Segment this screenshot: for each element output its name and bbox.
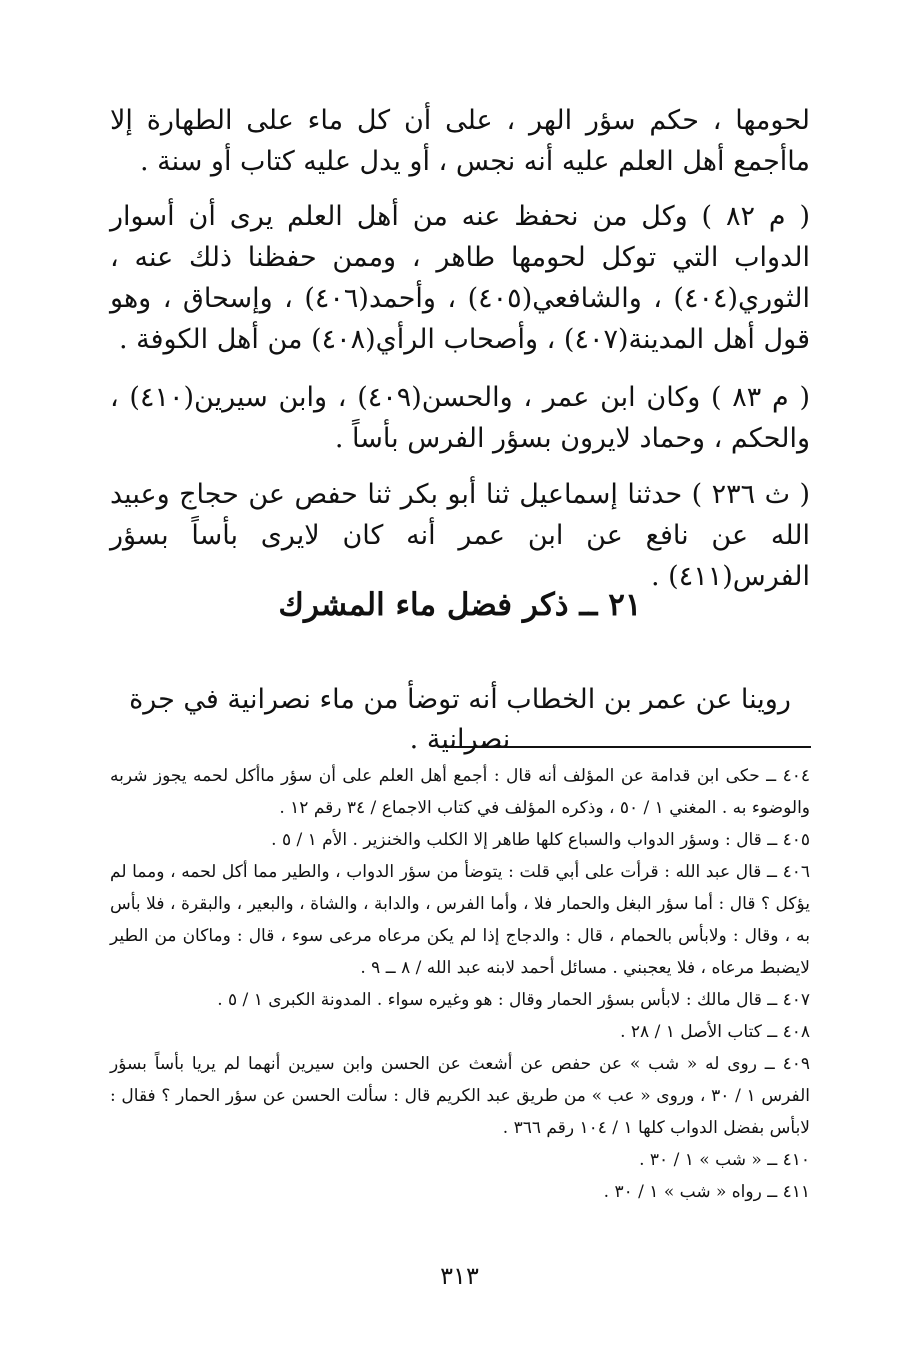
paragraph-text: ( م ٨٣ ) وكان ابن عمر ، والحسن(٤٠٩) ، وابن سيرين(٤١٠) ، والحكم ، وحماد لايرون بسؤر الفرس بأساً . — [110, 382, 810, 454]
footnote-404: ٤٠٤ ــ حكى ابن قدامة عن المؤلف أنه قال : أجمع أهل العلم على أن سؤر ماأكل لحمه يجوز شربه والوضوء به . المغني ١ / ٥٠ ، وذكره المؤلف في كتاب الاجماع / ٣٤ رقم ١٢ . — [110, 766, 810, 818]
page-number: ٣١٣ — [440, 1262, 479, 1290]
footnote-405: ٤٠٥ ــ قال : وسؤر الدواب والسباع كلها طاهر إلا الكلب والخنزير . الأم ١ / ٥ . — [271, 830, 810, 850]
footnote-408: ٤٠٨ ــ كتاب الأصل ١ / ٢٨ . — [620, 1022, 810, 1042]
footnotes — [110, 760, 810, 1208]
body-paragraph-4 — [110, 474, 810, 597]
body-paragraph-3 — [110, 377, 810, 459]
body-paragraph-1 — [110, 100, 810, 182]
section-narration: روينا عن عمر بن الخطاب أنه توضأ من ماء نصرانية في جرة نصرانية . — [129, 684, 791, 755]
footnote-410: ٤١٠ ــ « شب » ١ / ٣٠ . — [639, 1150, 810, 1170]
footnote-409: ٤٠٩ ــ روى له « شب » عن حفص عن أشعث عن الحسن وابن سيرين أنهما لم يريا بأساً بسؤر الفرس ١ / ٣٠ ، وروى « عب » من طريق عبد الكريم قال : سألت الحسن عن سؤر الحمار ؟ فقال : لابأس بفضل الدواب كلها ١ / ١٠٤ رقم ٣٦٦ . — [110, 1054, 810, 1138]
footnote-411: ٤١١ ــ رواه « شب » ١ / ٣٠ . — [603, 1182, 810, 1202]
body-paragraph-2 — [110, 196, 810, 360]
paragraph-text: ( ث ٢٣٦ ) حدثنا إسماعيل ثنا أبو بكر ثنا حفص عن حجاج وعبيد الله عن نافع عن ابن عمر أنه كان لايرى بأساً بسؤر الفرس(٤١١) . — [110, 479, 811, 592]
footnote-407: ٤٠٧ ــ قال مالك : لابأس بسؤر الحمار وقال : هو وغيره سواء . المدونة الكبرى ١ / ٥ . — [217, 990, 810, 1010]
footnote-406: ٤٠٦ ــ قال عبد الله : قرأت على أبي قلت : يتوضأ من سؤر الدواب ، والطير مما أكل لحمه ، ومما لم يؤكل ؟ قال : أما سؤر البغل والحمار فلا ، وأما الفرس ، والدابة ، والشاة ، والبعير ، والبقرة ، فلا بأس به ، وقال : ولابأس بالحمام ، قال : والدجاج إذا لم يكن مرعاه مرعى سوء ، قال : وماكان من الطير لايضبط مرعاه ، فلا يعجبني . مسائل أحمد لابنه عبد الله / ٨ ــ ٩ . — [110, 862, 810, 978]
paragraph-text: لحومها ، حكم سؤر الهر ، على أن كل ماء على الطهارة إلا ماأجمع أهل العلم عليه أنه نجس ، أو يدل عليه كتاب أو سنة . — [110, 105, 810, 177]
section-heading: ٢١ ــ ذكر فضل ماء المشرك — [278, 587, 642, 623]
paragraph-text: ( م ٨٢ ) وكل من نحفظ عنه من أهل العلم يرى أن أسوار الدواب التي توكل لحومها طاهر ، وممن حفظنا ذلك عنه ، الثوري(٤٠٤) ، والشافعي(٤٠٥) ، وأحمد(٤٠٦) ، وإسحاق ، وهو قول أهل المدينة(٤٠٧) ، وأصحاب الرأي(٤٠٨) من أهل الكوفة . — [110, 201, 810, 355]
footnote-divider — [445, 746, 811, 748]
